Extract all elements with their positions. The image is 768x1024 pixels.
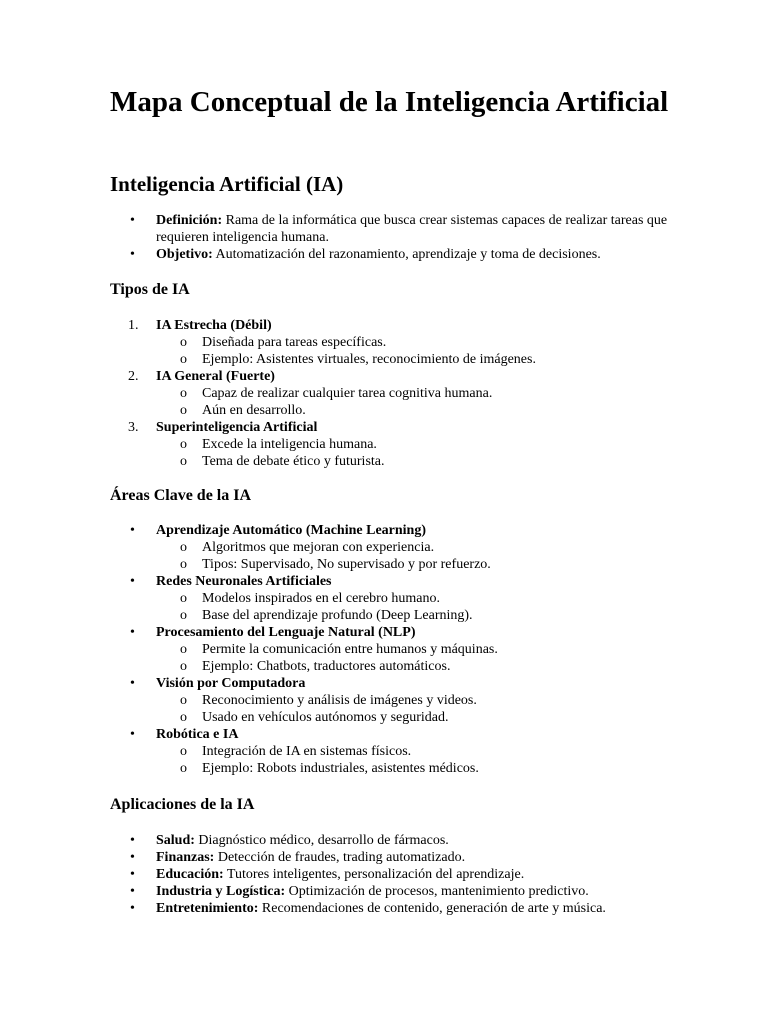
item-title: Procesamiento del Lenguaje Natural (NLP) xyxy=(156,625,416,640)
list-item xyxy=(110,419,670,470)
item-title: IA General (Fuerte) xyxy=(156,369,275,384)
sub-item-text: Tipos: Supervisado, No supervisado y por refuerzo. xyxy=(202,557,491,572)
sub-item xyxy=(156,453,670,470)
bullet-marker: • xyxy=(130,850,135,865)
list-item xyxy=(110,317,670,368)
sub-list xyxy=(156,334,670,368)
sub-list xyxy=(156,743,670,777)
section-heading-areas: Áreas Clave de la IA xyxy=(110,487,252,504)
sub-item xyxy=(156,436,670,453)
sub-item-text: Modelos inspirados en el cerebro humano. xyxy=(202,591,440,606)
sub-marker: o xyxy=(180,591,187,606)
item-title: Robótica e IA xyxy=(156,727,239,742)
sub-marker: o xyxy=(180,335,187,350)
item-text: Optimización de procesos, mantenimiento predictivo. xyxy=(285,884,589,899)
list-item xyxy=(110,573,670,624)
sub-marker: o xyxy=(180,761,187,776)
tipos-list xyxy=(110,317,670,470)
sub-item xyxy=(156,692,670,709)
bullet-marker: • xyxy=(130,901,135,916)
sub-item xyxy=(156,641,670,658)
sub-marker: o xyxy=(180,386,187,401)
sub-list xyxy=(156,692,670,726)
bullet-marker: • xyxy=(130,867,135,882)
sub-marker: o xyxy=(180,540,187,555)
list-item xyxy=(110,849,670,866)
bullet-marker: • xyxy=(130,247,135,262)
document-title: Mapa Conceptual de la Inteligencia Artificial xyxy=(110,86,669,118)
sub-list xyxy=(156,590,670,624)
sub-item xyxy=(156,539,670,556)
bullet-marker: • xyxy=(130,523,135,538)
item-title: Redes Neuronales Artificiales xyxy=(156,574,332,589)
list-item xyxy=(110,246,670,263)
sub-item xyxy=(156,607,670,624)
sub-item xyxy=(156,385,670,402)
item-label: Definición: xyxy=(156,213,223,228)
sub-item-text: Tema de debate ético y futurista. xyxy=(202,454,385,469)
sub-item-text: Excede la inteligencia humana. xyxy=(202,437,377,452)
sub-item-text: Reconocimiento y análisis de imágenes y videos. xyxy=(202,693,477,708)
sub-marker: o xyxy=(180,352,187,367)
list-item xyxy=(110,624,670,675)
sub-item xyxy=(156,709,670,726)
item-label: Industria y Logística: xyxy=(156,884,286,899)
aplicaciones-list xyxy=(110,832,670,917)
areas-list xyxy=(110,522,670,777)
item-text: Recomendaciones de contenido, generación de arte y música. xyxy=(258,901,606,916)
sub-item xyxy=(156,658,670,675)
section-heading-ia: Inteligencia Artificial (IA) xyxy=(110,172,344,196)
item-label: Educación: xyxy=(156,867,224,882)
list-item xyxy=(110,675,670,726)
sub-list xyxy=(156,436,670,470)
item-title: Visión por Computadora xyxy=(156,676,306,691)
item-label: Finanzas: xyxy=(156,850,215,865)
bullet-marker: • xyxy=(130,727,135,742)
sub-item-text: Aún en desarrollo. xyxy=(202,403,306,418)
list-item xyxy=(110,900,670,917)
sub-marker: o xyxy=(180,710,187,725)
section-heading-aplicaciones: Aplicaciones de la IA xyxy=(110,796,255,813)
sub-item-text: Usado en vehículos autónomos y seguridad. xyxy=(202,710,449,725)
item-label: Salud: xyxy=(156,833,195,848)
sub-item-text: Ejemplo: Asistentes virtuales, reconocimiento de imágenes. xyxy=(202,352,536,367)
bullet-marker: • xyxy=(130,213,135,228)
sub-item-text: Capaz de realizar cualquier tarea cognitiva humana. xyxy=(202,386,493,401)
sub-item xyxy=(156,743,670,760)
sub-item-text: Integración de IA en sistemas físicos. xyxy=(202,744,412,759)
sub-item-text: Ejemplo: Chatbots, traductores automáticos. xyxy=(202,659,451,674)
section-heading-tipos: Tipos de IA xyxy=(110,281,190,298)
sub-marker: o xyxy=(180,744,187,759)
sub-item xyxy=(156,402,670,419)
list-item xyxy=(110,832,670,849)
sub-item xyxy=(156,334,670,351)
sub-list xyxy=(156,641,670,675)
sub-item-text: Permite la comunicación entre humanos y máquinas. xyxy=(202,642,498,657)
list-item xyxy=(110,212,670,246)
number-marker: 2. xyxy=(128,369,139,384)
sub-item-text: Ejemplo: Robots industriales, asistentes médicos. xyxy=(202,761,479,776)
sub-marker: o xyxy=(180,693,187,708)
sub-marker: o xyxy=(180,437,187,452)
item-title: Aprendizaje Automático (Machine Learning) xyxy=(156,523,426,538)
sub-marker: o xyxy=(180,642,187,657)
item-label: Entretenimiento: xyxy=(156,901,259,916)
item-label: Objetivo: xyxy=(156,247,213,262)
item-text: Diagnóstico médico, desarrollo de fármacos. xyxy=(194,833,449,848)
sub-list xyxy=(156,539,670,573)
bullet-marker: • xyxy=(130,574,135,589)
item-text: Automatización del razonamiento, aprendizaje y toma de decisiones. xyxy=(212,247,601,262)
bullet-marker: • xyxy=(130,833,135,848)
sub-marker: o xyxy=(180,454,187,469)
item-title: IA Estrecha (Débil) xyxy=(156,318,272,333)
sub-item xyxy=(156,556,670,573)
sub-item xyxy=(156,351,670,368)
sub-list xyxy=(156,385,670,419)
ia-definition-list xyxy=(110,212,670,263)
sub-marker: o xyxy=(180,608,187,623)
list-item xyxy=(110,368,670,419)
list-item xyxy=(110,726,670,777)
sub-item-text: Diseñada para tareas específicas. xyxy=(202,335,387,350)
sub-marker: o xyxy=(180,403,187,418)
sub-item xyxy=(156,760,670,777)
item-text: Tutores inteligentes, personalización del aprendizaje. xyxy=(223,867,525,882)
item-text: Detección de fraudes, trading automatizado. xyxy=(214,850,466,865)
list-item xyxy=(110,522,670,573)
list-item xyxy=(110,866,670,883)
sub-item xyxy=(156,590,670,607)
sub-item-text: Base del aprendizaje profundo (Deep Learning). xyxy=(202,608,473,623)
item-title: Superinteligencia Artificial xyxy=(156,420,318,435)
sub-marker: o xyxy=(180,659,187,674)
bullet-marker: • xyxy=(130,676,135,691)
sub-marker: o xyxy=(180,557,187,572)
sub-item-text: Algoritmos que mejoran con experiencia. xyxy=(202,540,435,555)
bullet-marker: • xyxy=(130,625,135,640)
item-text: Rama de la informática que busca crear sistemas capaces de realizar tareas que requieren inteligencia humana. xyxy=(156,213,668,245)
number-marker: 1. xyxy=(128,318,139,333)
number-marker: 3. xyxy=(128,420,139,435)
list-item xyxy=(110,883,670,900)
bullet-marker: • xyxy=(130,884,135,899)
